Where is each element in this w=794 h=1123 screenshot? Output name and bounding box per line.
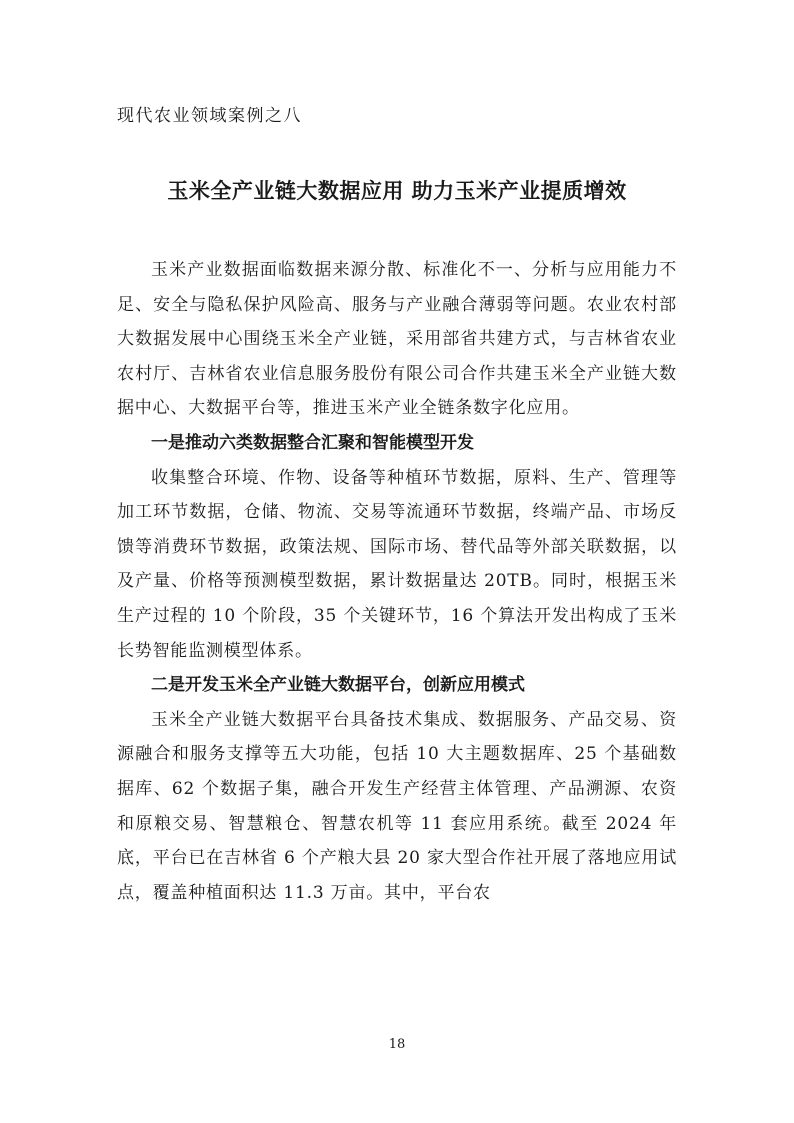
intro-paragraph: 玉米产业数据面临数据来源分散、标准化不一、分析与应用能力不足、安全与隐私保护风险高、服务与产业融合薄弱等问题。农业农村部大数据发展中心围绕玉米全产业链，采用部省共建方式，与吉林省农业农村厅、吉林省农业信息服务股份有限公司合作共建玉米全产业链大数据中心、大数据平台等，推进玉米产业全链条数字化应用。 <box>117 260 677 419</box>
section-heading-1: 一是推动六类数据整合汇聚和智能模型开发 <box>151 432 474 453</box>
section-1-paragraph: 收集整合环境、作物、设备等种植环节数据，原料、生产、管理等加工环节数据，仓储、物流、交易等流通环节数据，终端产品、市场反馈等消费环节数据，政策法规、国际市场、替代品等外部关联数据，以及产量、价格等预测模型数据，累计数据量达 20TB。同时，根据玉米生产过程的 10 个阶段，35 个关键环节，16 个算法开发出构成了玉米长势智能监测模型体系。 <box>117 467 677 661</box>
section-heading-2: 二是开发玉米全产业链大数据平台，创新应用模式 <box>151 675 525 696</box>
document-title: 玉米全产业链大数据应用 助力玉米产业提质增效 <box>167 179 627 203</box>
page-number: 18 <box>388 1037 406 1052</box>
section-2-paragraph: 玉米全产业链大数据平台具备技术集成、数据服务、产品交易、资源融合和服务支撑等五大功能，包括 10 大主题数据库、25 个基础数据库、62 个数据子集，融合开发生产经营主体管理、产品溯源、农资和原粮交易、智慧粮仓、智慧农机等 11 套应用系统。截至 2024 年底，平台已在吉林省 6 个产粮大县 20 家大型合作社开展了落地应用试点，覆盖种植面积达 11.3 万亩。其中，平台农 <box>117 709 677 903</box>
document-series-label: 现代农业领域案例之八 <box>117 106 302 126</box>
document-body <box>117 253 677 910</box>
